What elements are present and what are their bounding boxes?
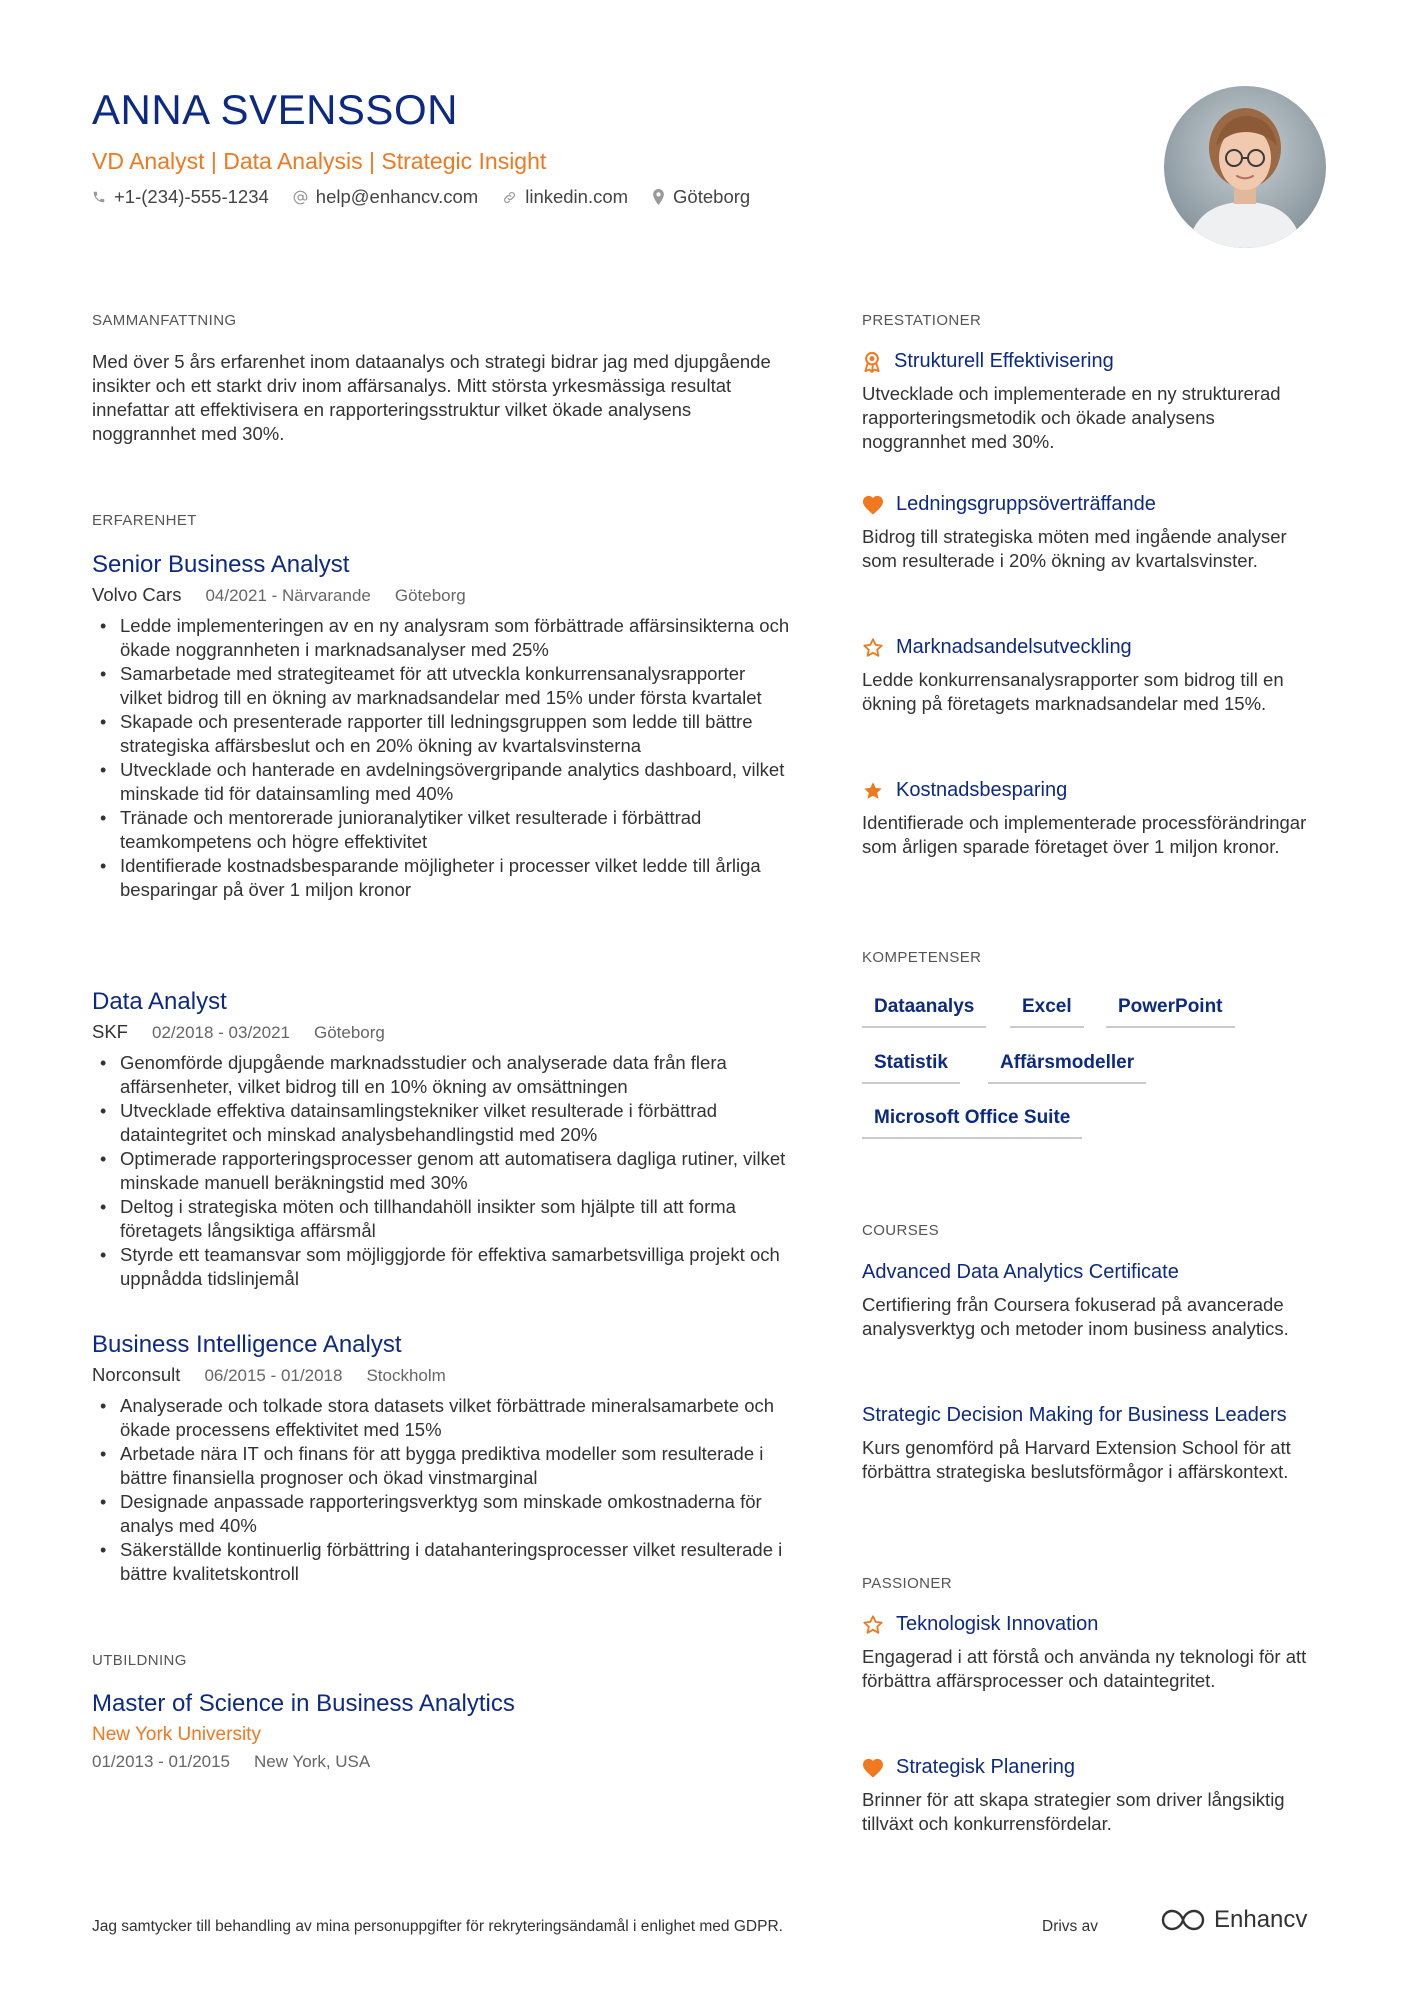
link-icon [502,190,517,205]
profile-photo [1164,86,1326,248]
education-dates: 01/2013 - 01/2015 [92,1752,231,1771]
linkedin-text: linkedin.com [525,186,629,207]
job-meta [92,1021,385,1043]
job-title: Data Analyst [92,988,227,1015]
passion-title [862,1756,1075,1779]
education-degree: Master of Science in Business Analytics [92,1690,515,1717]
star-outline-icon [862,1614,884,1636]
powered-by-label: Drivs av [1042,1918,1098,1935]
brand-logo[interactable] [1160,1906,1307,1934]
achievement-title-text: Marknadsandelsutveckling [896,636,1132,658]
achievement-description: Bidrog till strategiska möten med ingående analyser som resulterade i 20% ökning av kvartalsvinster. [862,526,1287,571]
skill-tag: Dataanalys [862,996,986,1028]
courses-section-title: COURSES [862,1222,939,1239]
education-location: New York, USA [254,1752,371,1771]
candidate-name: ANNA SVENSSON [92,86,458,133]
job-bullet: • Säkerställde kontinuerlig förbättring i datahanteringsprocesser vilket resulterade i bättre kvalitetskontroll [92,1538,792,1586]
summary-text: Med över 5 års erfarenhet inom dataanalys och strategi bidrar jag med djupgående insikter och ett starkt driv inom affärsanalys. Mitt största yrkesmässiga resultat innefattar att effektivisera en rapporteringsstruktur vilket ökade analysens noggrannhet med 30%. [92,351,771,444]
job-bullet: • Tränade och mentorerade junioranalytiker vilket resulterade i förbättrad teamkompetens och högre effektivitet [92,806,792,854]
contact-location [652,186,750,208]
job-bullet: • Samarbetade med strategiteamet för att utveckla konkurrensanalysrapporter vilket bidrog till en ökning av marknadsandelar med 15% under första kvartalet [92,662,792,710]
contact-linkedin[interactable] [502,186,628,208]
achievement-description: Ledde konkurrensanalysrapporter som bidrog till en ökning på företagets marknadsandelar med 15%. [862,669,1284,714]
passion-title [862,1613,1098,1636]
skill-tag: PowerPoint [1106,996,1235,1028]
achievement-description: Identifierade och implementerade processförändringar som årligen sparade företaget över 1 miljon kronor. [862,812,1307,857]
skill-tag: Affärsmodeller [988,1052,1146,1084]
heart-icon [862,1758,884,1778]
achievement-description: Utvecklade och implementerade en ny strukturerad rapporteringsmetodik och ökade analysens noggrannhet med 30%. [862,383,1281,452]
job-location: Göteborg [394,586,466,605]
achievement-title-text: Kostnadsbesparing [896,779,1068,801]
job-meta [92,1364,446,1386]
job-bullet: • Skapade och presenterade rapporter till ledningsgruppen som ledde till bättre strategiska affärsbeslut och en 20% ökning av kvartalsvinsterna [92,710,792,758]
phone-icon [92,190,106,204]
job-bullets [92,614,792,902]
skills-section-title: KOMPETENSER [862,949,982,966]
job-company: SKF [92,1021,128,1042]
enhancv-logo-icon [1160,1907,1206,1933]
skill-tag: Excel [1010,996,1084,1028]
passion-title-text: Teknologisk Innovation [896,1613,1099,1635]
gdpr-consent: Jag samtycker till behandling av mina personuppgifter för rekryteringsändamål i enlighet med GDPR. [92,1918,783,1935]
skill-tag: Statistik [862,1052,960,1084]
job-bullet: • Arbetade nära IT och finans för att bygga prediktiva modeller som resulterade i bättre finansiella prognoser och ökad vinstmarginal [92,1442,792,1490]
contact-row [92,186,774,208]
job-bullet: • Identifierade kostnadsbesparande möjligheter i processer vilket ledde till årliga besparingar på över 1 miljon kronor [92,854,792,902]
job-bullet: • Ledde implementeringen av en ny analysram som förbättrade affärsinsikterna och ökade noggrannheten i marknadsanalyser med 25% [92,614,792,662]
achievement-title [862,493,1156,516]
experience-section-title: ERFARENHET [92,512,197,529]
contact-phone[interactable] [92,186,269,208]
passion-title-text: Strategisk Planering [896,1756,1075,1778]
skill-tag: Microsoft Office Suite [862,1107,1082,1139]
award-ribbon-icon [862,351,882,373]
job-bullet: • Deltog i strategiska möten och tillhandahöll insikter som hjälpte till att forma företagets långsiktiga affärsmål [92,1195,792,1243]
candidate-subtitle: VD Analyst | Data Analysis | Strategic Insight [92,148,547,174]
job-bullet: • Analyserade och tolkade stora datasets vilket förbättrade mineralsamarbete och ökade processens effektivitet med 15% [92,1394,792,1442]
at-icon [293,190,308,205]
job-bullets [92,1051,792,1291]
passions-section-title: PASSIONER [862,1575,953,1592]
summary-section-title: SAMMANFATTNING [92,312,237,329]
job-bullets [92,1394,792,1586]
achievement-title [862,636,1132,659]
course-description: Certifiering från Coursera fokuserad på avancerade analysverktyg och metoder inom business analytics. [862,1294,1289,1339]
job-meta [92,584,466,606]
contact-email[interactable] [293,186,478,208]
heart-icon [862,495,884,515]
education-meta [92,1752,370,1772]
job-bullet: • Designade anpassade rapporteringsverktyg som minskade omkostnaderna för analys med 40% [92,1490,792,1538]
job-bullet: • Styrde ett teamansvar som möjliggjorde för effektiva samarbetsvilliga projekt och uppnådda tidslinjemål [92,1243,792,1291]
education-section-title: UTBILDNING [92,1652,187,1669]
achievement-title-text: Ledningsgruppsöverträffande [896,493,1156,515]
job-bullet: • Utvecklade och hanterade en avdelningsövergripande analytics dashboard, vilket minskade tid för datainsamling med 40% [92,758,792,806]
star-outline-icon [862,637,884,659]
job-title: Senior Business Analyst [92,551,350,578]
job-title: Business Intelligence Analyst [92,1331,402,1358]
job-bullet: • Utvecklade effektiva datainsamlingstekniker vilket resulterade i förbättrad dataintegritet och minskad analysbehandlingstid med 20% [92,1099,792,1147]
job-dates: 04/2021 - Närvarande [205,586,371,605]
course-title: Advanced Data Analytics Certificate [862,1261,1179,1283]
brand-name: Enhancv [1214,1906,1308,1933]
job-company: Norconsult [92,1364,181,1385]
phone-text: +1-(234)-555-1234 [114,186,269,207]
job-dates: 02/2018 - 03/2021 [151,1023,290,1042]
job-company: Volvo Cars [92,584,182,605]
location-pin-icon [652,189,665,205]
achievements-section-title: PRESTATIONER [862,312,982,329]
job-location: Stockholm [366,1366,446,1385]
course-description: Kurs genomförd på Harvard Extension School för att förbättra strategiska beslutsförmågor i affärskontext. [862,1437,1291,1482]
location-text: Göteborg [673,186,751,207]
passion-description: Engagerad i att förstå och använda ny teknologi för att förbättra affärsprocesser och dataintegritet. [862,1646,1307,1691]
job-location: Göteborg [314,1023,385,1042]
education-school: New York University [92,1724,261,1745]
course-title: Strategic Decision Making for Business Leaders [862,1404,1287,1426]
job-bullet: • Genomförde djupgående marknadsstudier och analyserade data från flera affärsenheter, vilket bidrog till en 10% ökning av omsättningen [92,1051,792,1099]
job-dates: 06/2015 - 01/2018 [204,1366,343,1385]
job-bullet: • Optimerade rapporteringsprocesser genom att automatisera dagliga rutiner, vilket minskade manuell beräkningstid med 30% [92,1147,792,1195]
achievement-title-text: Strukturell Effektivisering [894,350,1114,372]
passion-description: Brinner för att skapa strategier som driver långsiktig tillväxt och konkurrensfördelar. [862,1789,1285,1834]
achievement-title [862,779,1067,802]
email-text: help@enhancv.com [315,186,479,207]
star-filled-icon [862,780,884,802]
achievement-title [862,350,1114,373]
